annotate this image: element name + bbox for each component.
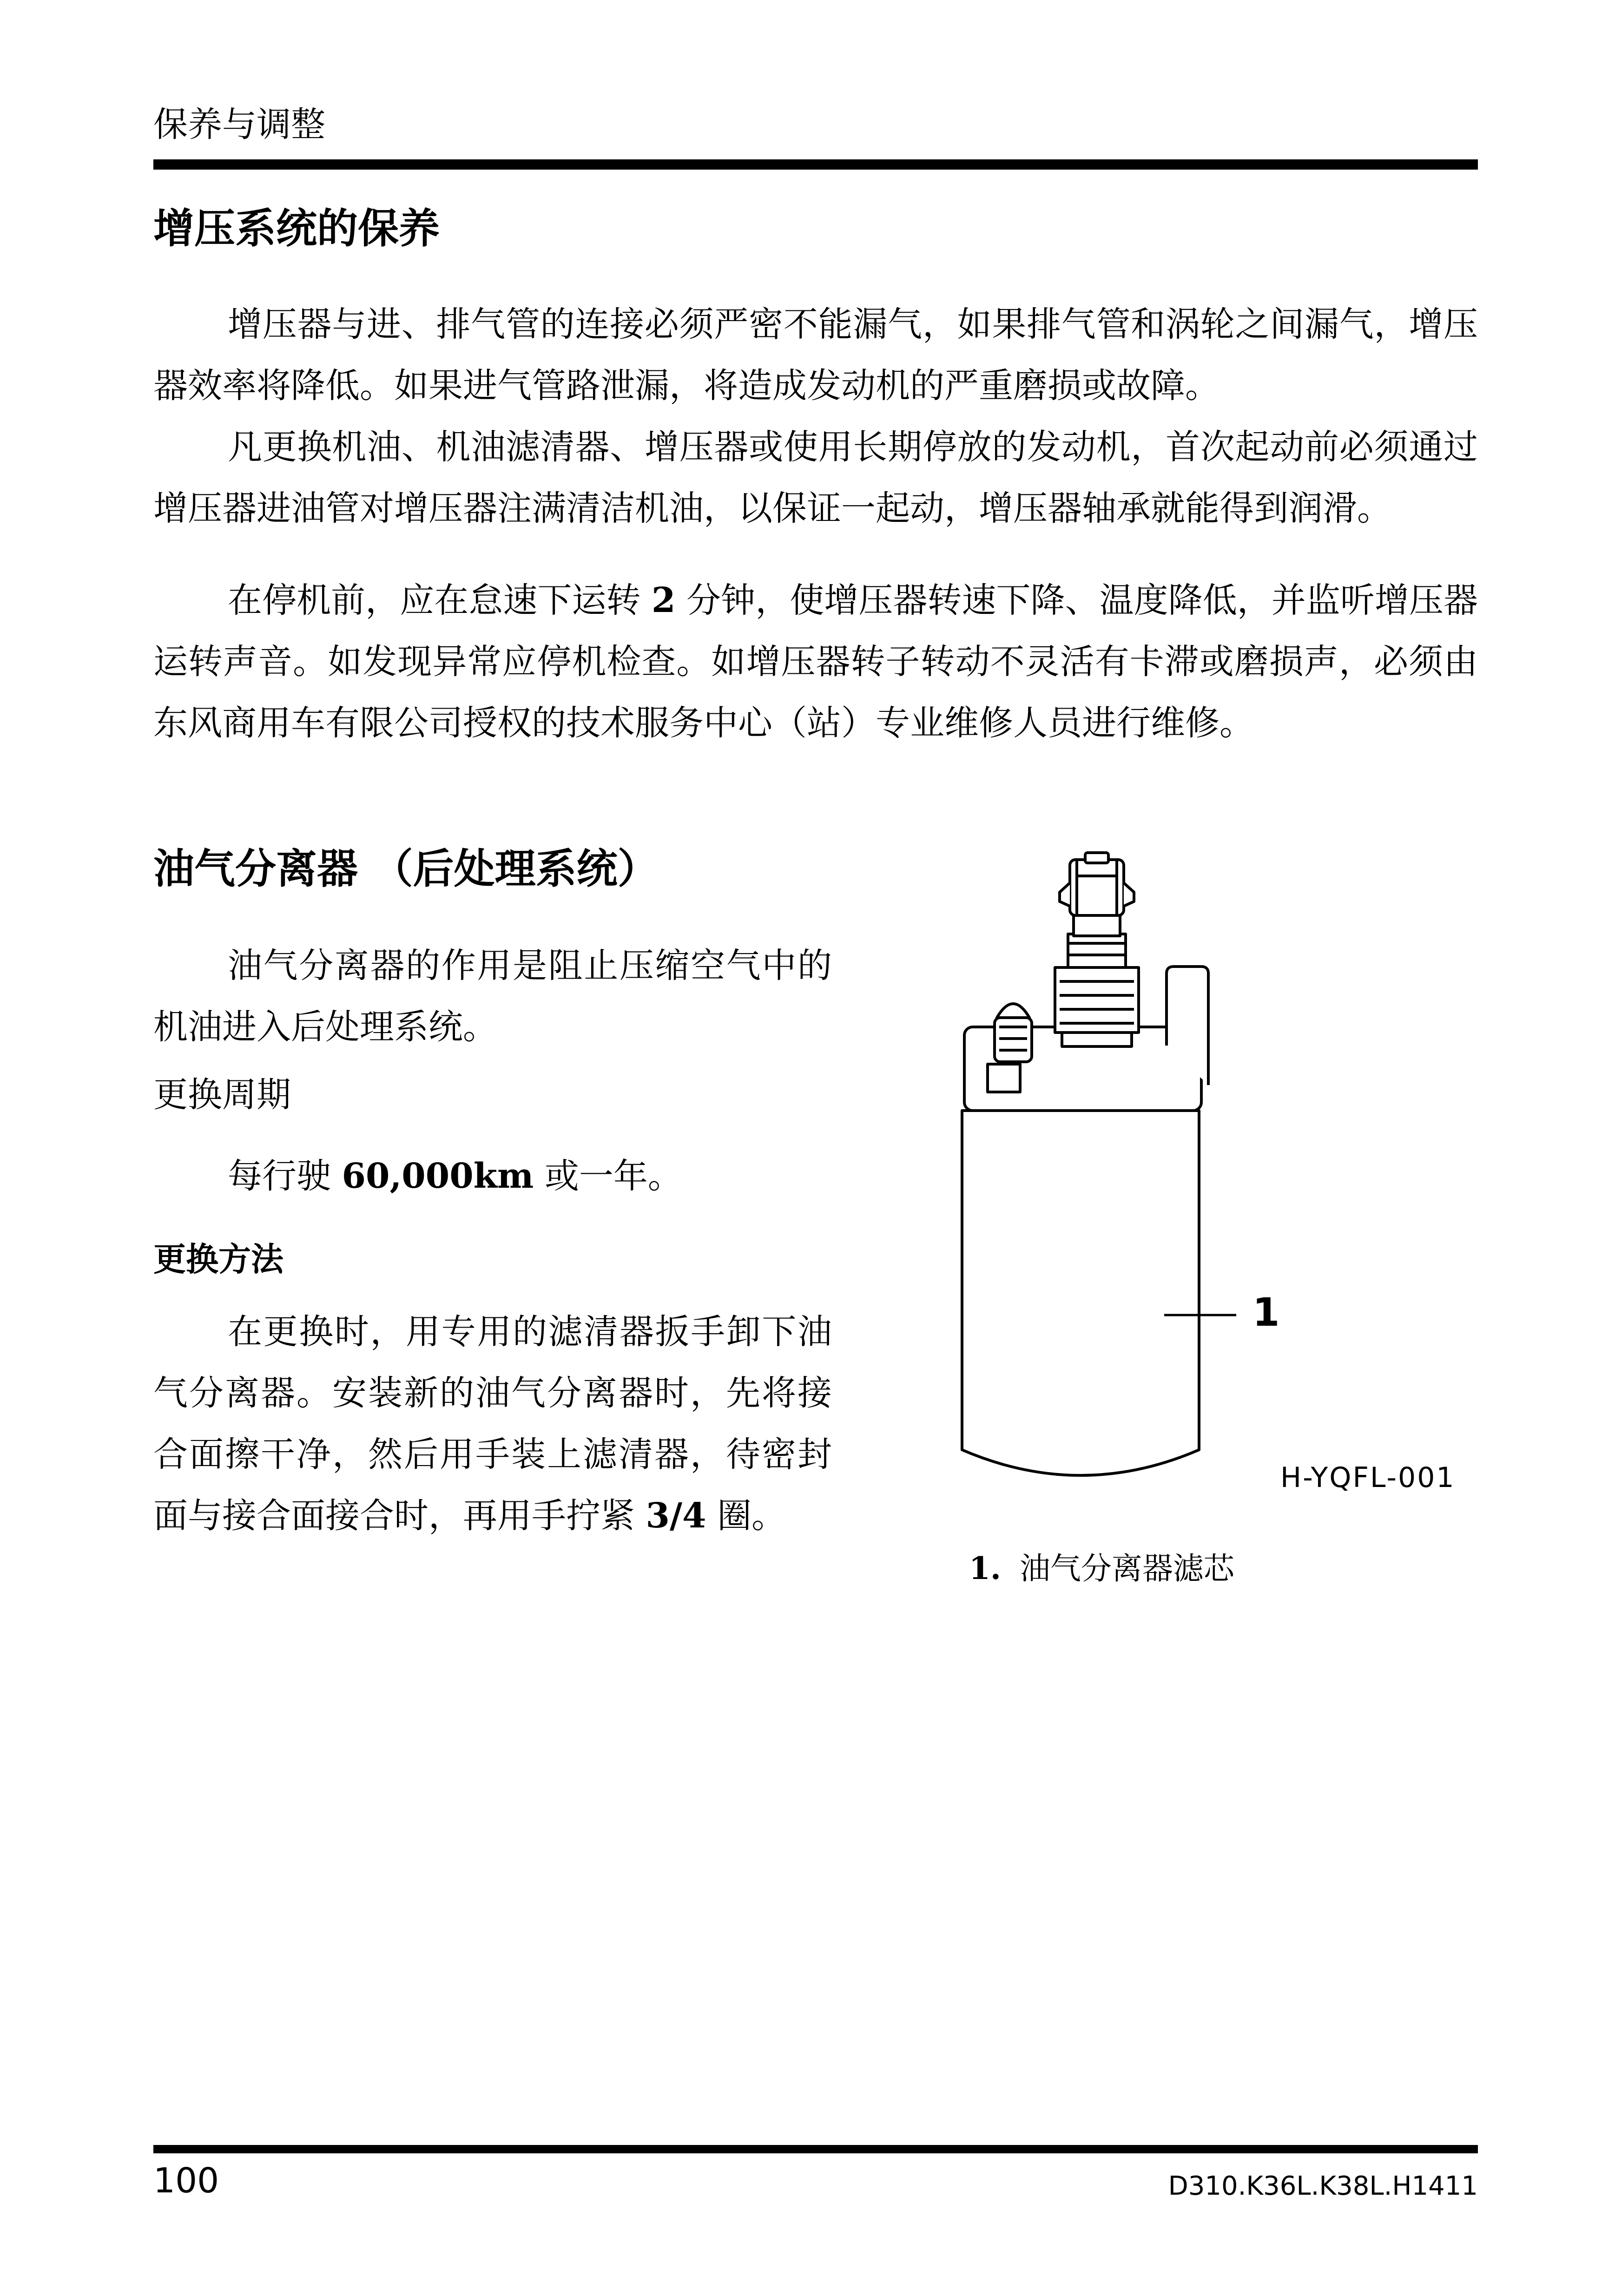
method-post: 圈。 — [706, 1496, 786, 1536]
idle-minutes-value: 2 — [652, 580, 676, 620]
caption-number: 1. — [969, 1550, 1001, 1586]
interval-distance: 60,000km — [342, 1156, 534, 1196]
page-header-title: 保养与调整 — [153, 105, 325, 145]
paragraph-separator-intro: 油气分离器的作用是阻止压缩空气中的机油进入后处理系统。 — [153, 946, 832, 1047]
section-heading-separator: 油气分离器 （后处理系统） — [153, 845, 659, 893]
paragraph-turbo-3-post: 分钟，使增压器转速下降、温度降低，并监听增压器运转声音。如发现异常应停机检查。如增压器转子转动不灵活有卡滞或磨损声，必须由东风商用车有限公司授权的技术服务中心（站）专业维修人员进行维修。 — [153, 580, 1478, 743]
method-text — [153, 1301, 832, 1546]
method-heading: 更换方法 — [153, 1240, 283, 1278]
page-number: 100 — [153, 2161, 219, 2201]
paragraph-turbo-1: 增压器与进、排气管的连接必须严密不能漏气，如果排气管和涡轮之间漏气，增压器效率将降低。如果进气管路泄漏，将造成发动机的严重磨损或故障。 — [153, 304, 1478, 406]
interval-pre: 每行驶 — [228, 1156, 342, 1196]
section-heading-turbo: 增压系统的保养 — [153, 204, 440, 252]
interval-post: 或一年。 — [534, 1156, 682, 1196]
method-pre: 在更换时，用专用的滤清器扳手卸下油气分离器。安装新的油气分离器时，先将接合面擦干净，然后用手装上滤清器，待密封面与接合面接合时，再用手拧紧 — [153, 1312, 832, 1536]
document-code: D310.K36L.K38L.H1411 — [1168, 2171, 1478, 2201]
paragraph-turbo-3 — [153, 570, 1478, 754]
figure-caption — [969, 1545, 1234, 1592]
paragraph-turbo-3-pre: 在停机前，应在怠速下运转 — [228, 580, 652, 620]
paragraph-turbo-2: 凡更换机油、机油滤清器、增压器或使用长期停放的发动机，首次起动前必须通过增压器进油管对增压器注满清洁机油，以保证一起动，增压器轴承就能得到润滑。 — [153, 427, 1478, 528]
figure-code: H-YQFL-001 — [1280, 1461, 1456, 1494]
footer-rule — [153, 2145, 1478, 2153]
oil-separator-illustration — [920, 850, 1478, 1520]
caption-text: 油气分离器滤芯 — [1019, 1551, 1234, 1586]
header-rule — [153, 159, 1478, 170]
interval-text — [153, 1145, 832, 1207]
method-turns: 3/4 — [646, 1496, 706, 1536]
figure-callout-1: 1 — [1252, 1289, 1280, 1335]
interval-label: 更换周期 — [153, 1075, 291, 1115]
